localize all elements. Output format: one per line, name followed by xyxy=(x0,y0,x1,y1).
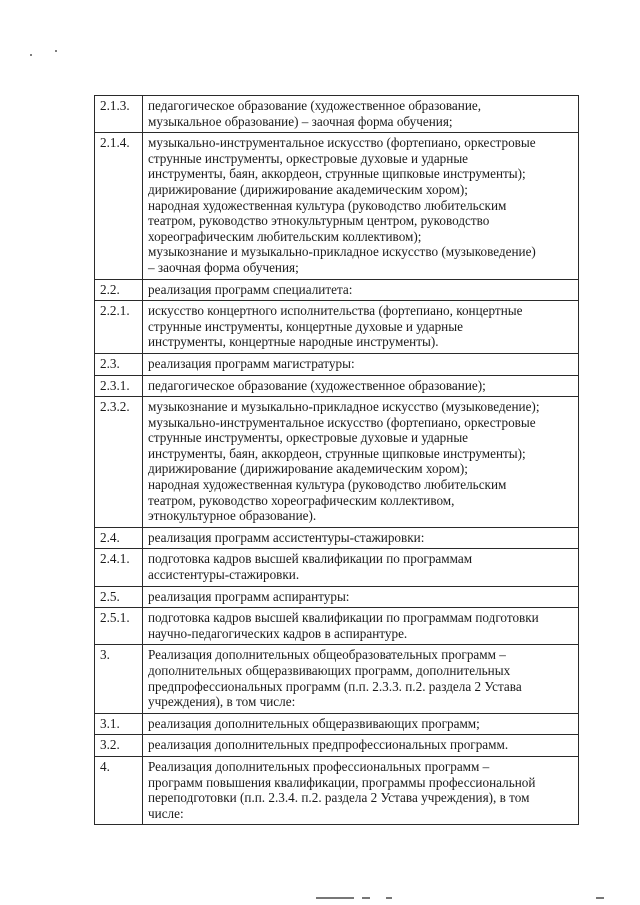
row-description-line: реализация дополнительных предпрофессиональных программ. xyxy=(148,737,509,753)
scan-footer-marks xyxy=(316,897,606,900)
row-description-line: искусство концертного исполнительства (фортепиано, концертные xyxy=(148,303,523,319)
row-description xyxy=(143,608,579,645)
row-description xyxy=(143,735,579,757)
row-description-line: струнные инструменты, оркестровые духовые и ударные xyxy=(148,150,469,166)
table-row xyxy=(95,279,579,301)
row-description-line: научно-педагогических кадров в аспирантуре. xyxy=(148,625,408,641)
row-description-line: народная художественная культура (руководство любительским xyxy=(148,477,507,493)
row-description xyxy=(143,133,579,279)
row-number: 2.4. xyxy=(95,527,143,549)
row-description-line: струнные инструменты, оркестровые духовые и ударные xyxy=(148,430,469,446)
row-description xyxy=(143,301,579,354)
row-description-line: подготовка кадров высшей квалификации по программам подготовки xyxy=(148,610,539,626)
row-description-line: реализация программ магистратуры: xyxy=(148,355,355,371)
row-description-line: педагогическое образование (художественное образование); xyxy=(148,377,486,393)
row-description xyxy=(143,353,579,375)
row-description-line: театром, руководство этнокультурным центром, руководство xyxy=(148,213,490,229)
row-description-line: подготовка кадров высшей квалификации по программам xyxy=(148,551,473,567)
row-description-line: хореографическим любительским коллективом); xyxy=(148,228,422,244)
row-number: 2.2.1. xyxy=(95,301,143,354)
table-row xyxy=(95,608,579,645)
row-number: 2.1.3. xyxy=(95,96,143,133)
row-number: 2.2. xyxy=(95,279,143,301)
row-number: 2.1.4. xyxy=(95,133,143,279)
row-description-line: Реализация дополнительных общеобразовательных программ – xyxy=(148,647,506,663)
row-description xyxy=(143,397,579,528)
table-row xyxy=(95,133,579,279)
row-description-line: – заочная форма обучения; xyxy=(148,259,299,275)
table-row xyxy=(95,586,579,608)
table-row xyxy=(95,96,579,133)
row-description-line: театром, руководство хореографическим коллективом, xyxy=(148,492,455,508)
row-description-line: инструменты, баян, аккордеон, струнные щипковые инструменты); xyxy=(148,445,526,461)
row-description xyxy=(143,713,579,735)
row-number: 3.1. xyxy=(95,713,143,735)
row-description-line: реализация программ специалитета: xyxy=(148,281,353,297)
row-number: 3. xyxy=(95,645,143,713)
row-description-line: учреждения), в том числе: xyxy=(148,694,296,710)
table-row xyxy=(95,375,579,397)
row-description xyxy=(143,96,579,133)
row-description-line: программ повышения квалификации, программы профессиональной xyxy=(148,774,536,790)
activities-table-body xyxy=(95,96,579,825)
row-description-line: педагогическое образование (художественное образование, xyxy=(148,98,482,113)
row-description xyxy=(143,645,579,713)
row-description-line: дирижирование (дирижирование академическим хором); xyxy=(148,461,468,477)
row-description-line: числе: xyxy=(148,805,184,821)
row-number: 2.5.1. xyxy=(95,608,143,645)
table-row xyxy=(95,756,579,824)
row-description xyxy=(143,527,579,549)
row-description xyxy=(143,586,579,608)
row-number: 2.4.1. xyxy=(95,549,143,586)
table-row xyxy=(95,353,579,375)
row-number: 2.3.2. xyxy=(95,397,143,528)
row-number: 2.3. xyxy=(95,353,143,375)
scan-speck xyxy=(55,50,57,52)
scan-speck xyxy=(30,54,32,56)
row-description-line: народная художественная культура (руководство любительским xyxy=(148,197,507,213)
row-description-line: предпрофессиональных программ (п.п. 2.3.3. п.2. раздела 2 Устава xyxy=(148,678,522,694)
row-description-line: переподготовки (п.п. 2.3.4. п.2. раздела 2 Устава учреждения), в том xyxy=(148,790,530,806)
row-description-line: музыкально-инструментальное искусство (фортепиано, оркестровые xyxy=(148,135,536,151)
row-description-line: ассистентуры-стажировки. xyxy=(148,567,300,583)
row-description xyxy=(143,756,579,824)
table-row xyxy=(95,527,579,549)
row-description xyxy=(143,549,579,586)
activities-table xyxy=(94,95,579,825)
row-number: 4. xyxy=(95,756,143,824)
table-row xyxy=(95,301,579,354)
row-description-line: музыкальное образование) – заочная форма обучения; xyxy=(148,113,453,129)
row-description-line: Реализация дополнительных профессиональных программ – xyxy=(148,758,490,774)
row-number: 3.2. xyxy=(95,735,143,757)
row-description-line: дирижирование (дирижирование академическим хором); xyxy=(148,181,468,197)
row-description-line: дополнительных общеразвивающих программ, дополнительных xyxy=(148,663,511,678)
row-description-line: струнные инструменты, концертные духовые и ударные xyxy=(148,318,463,334)
row-description-line: реализация программ аспирантуры: xyxy=(148,588,350,604)
row-description-line: реализация программ ассистентуры-стажировки: xyxy=(148,529,425,545)
table-row xyxy=(95,549,579,586)
table-row xyxy=(95,713,579,735)
row-description xyxy=(143,279,579,301)
row-number: 2.3.1. xyxy=(95,375,143,397)
table-row xyxy=(95,397,579,528)
row-description-line: музыкально-инструментальное искусство (фортепиано, оркестровые xyxy=(148,414,536,430)
table-row xyxy=(95,735,579,757)
row-description-line: реализация дополнительных общеразвивающих программ; xyxy=(148,715,480,731)
row-number: 2.5. xyxy=(95,586,143,608)
row-description-line: музыкознание и музыкально-прикладное искусство (музыковедение) xyxy=(148,244,536,260)
row-description-line: инструменты, баян, аккордеон, струнные щипковые инструменты); xyxy=(148,166,526,182)
row-description-line: инструменты, концертные народные инструменты). xyxy=(148,334,439,350)
table-row xyxy=(95,645,579,713)
row-description-line: этнокультурное образование). xyxy=(148,508,317,524)
row-description-line: музыкознание и музыкально-прикладное искусство (музыковедение); xyxy=(148,399,540,415)
row-description xyxy=(143,375,579,397)
